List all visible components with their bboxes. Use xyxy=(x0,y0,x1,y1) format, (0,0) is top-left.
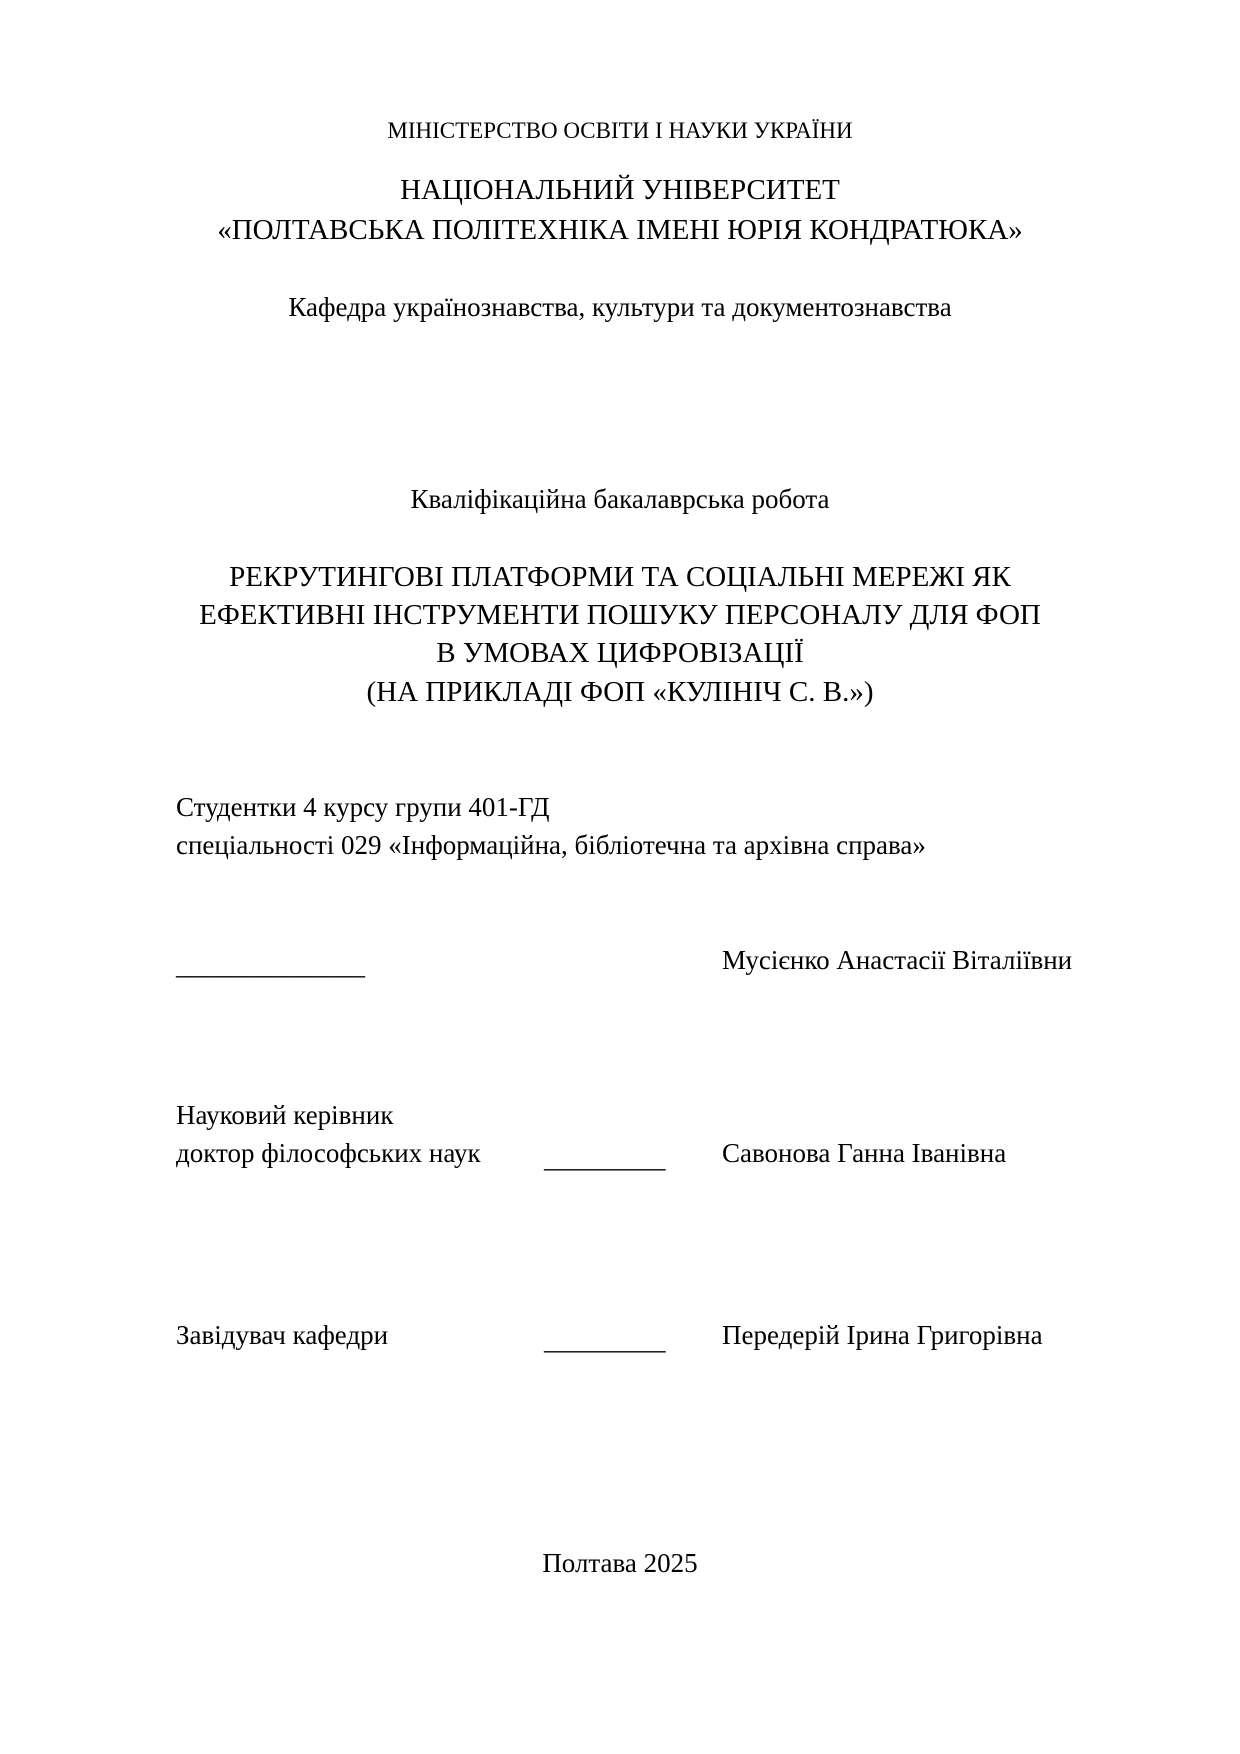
supervisor-degree: доктор філософських наук xyxy=(176,1138,481,1168)
work-type: Кваліфікаційна бакалаврська робота xyxy=(410,484,830,514)
thesis-title-line: (НА ПРИКЛАДІ ФОП «КУЛІНІЧ С. В.») xyxy=(366,676,874,708)
student-specialty: спеціальності 029 «Інформаційна, бібліотечна та архівна справа» xyxy=(176,830,926,860)
student-name: Мусієнко Анастасії Віталіївни xyxy=(722,945,1073,975)
department-name: Кафедра українознавства, культури та документознавства xyxy=(288,292,952,322)
head-signature-line: _________ xyxy=(544,1325,666,1355)
university-name-line2: «ПОЛТАВСЬКА ПОЛІТЕХНІКА ІМЕНІ ЮРІЯ КОНДРАТЮКА» xyxy=(217,214,1023,246)
supervisor-role: Науковий керівник xyxy=(176,1100,394,1130)
ministry-heading: МІНІСТЕРСТВО ОСВІТИ І НАУКИ УКРАЇНИ xyxy=(387,118,853,143)
head-of-department-role: Завідувач кафедри xyxy=(176,1320,389,1350)
head-of-department-name: Передерій Ірина Григорівна xyxy=(722,1320,1043,1350)
supervisor-name: Савонова Ганна Іванівна xyxy=(722,1138,1007,1168)
city-year: Полтава 2025 xyxy=(542,1548,698,1578)
university-name-line1: НАЦІОНАЛЬНИЙ УНІВЕРСИТЕТ xyxy=(400,174,840,206)
thesis-title-line: В УМОВАХ ЦИФРОВІЗАЦІЇ xyxy=(436,637,804,669)
student-course-group: Студентки 4 курсу групи 401-ГД xyxy=(176,792,550,822)
student-signature-line: ______________ xyxy=(176,950,365,980)
supervisor-signature-line: _________ xyxy=(544,1143,666,1173)
thesis-title-line: РЕКРУТИНГОВІ ПЛАТФОРМИ ТА СОЦІАЛЬНІ МЕРЕЖІ ЯК xyxy=(229,561,1011,593)
thesis-title-line: ЕФЕКТИВНІ ІНСТРУМЕНТИ ПОШУКУ ПЕРСОНАЛУ ДЛЯ ФОП xyxy=(199,599,1041,631)
